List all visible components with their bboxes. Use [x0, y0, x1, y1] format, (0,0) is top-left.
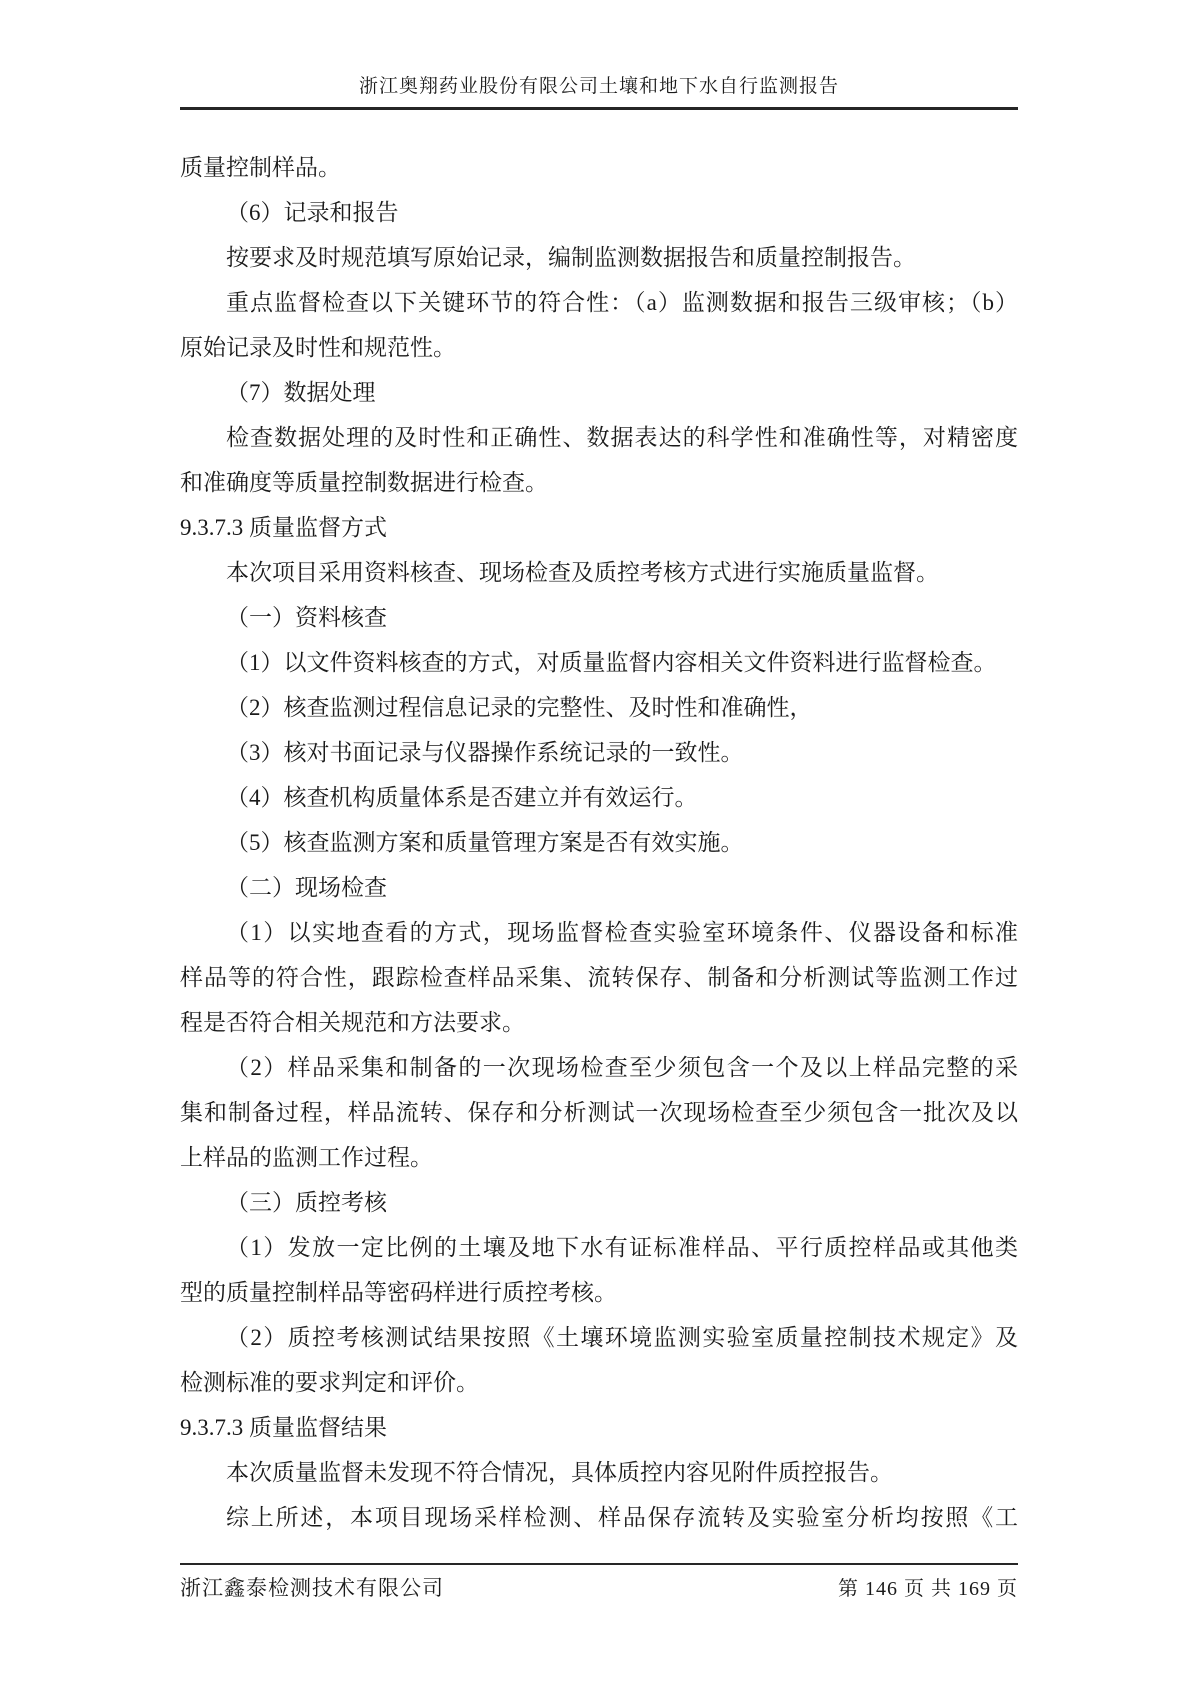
text-line: 上样品的监测工作过程。: [180, 1145, 433, 1170]
page-footer: [180, 1563, 1018, 1602]
footer-company-name: 浙江鑫泰检测技术有限公司: [180, 1576, 444, 1600]
text-line: 综上所述，本项目现场采样检测、样品保存流转及实验室分析均按照《工: [226, 1505, 1018, 1530]
text-line: （2）质控考核测试结果按照《土壤环境监测实验室质量控制技术规定》及: [226, 1325, 1018, 1350]
text-line: 和准确度等质量控制数据进行检查。: [180, 470, 548, 495]
text-line: （2）核查监测过程信息记录的完整性、及时性和准确性，: [226, 695, 813, 720]
text-line: （4）核查机构质量体系是否建立并有效运行。: [226, 785, 698, 810]
text-line: （2）样品采集和制备的一次现场检查至少须包含一个及以上样品完整的采: [226, 1055, 1018, 1080]
text-line: （5）核查监测方案和质量管理方案是否有效实施。: [226, 830, 744, 855]
text-line: （1）以实地查看的方式，现场监督检查实验室环境条件、仪器设备和标准: [226, 920, 1018, 945]
text-line: 检查数据处理的及时性和正确性、数据表达的科学性和准确性等，对精密度: [226, 425, 1018, 450]
text-line: 型的质量控制样品等密码样进行质控考核。: [180, 1280, 617, 1305]
text-line: 集和制备过程，样品流转、保存和分析测试一次现场检查至少须包含一批次及以: [180, 1100, 1018, 1125]
text-line: （6）记录和报告: [226, 200, 399, 225]
text-line: 9.3.7.3 质量监督方式: [180, 515, 387, 540]
text-line: 本次项目采用资料核查、现场检查及质控考核方式进行实施质量监督。: [226, 560, 939, 585]
text-line: 程是否符合相关规范和方法要求。: [180, 1010, 525, 1035]
text-line: （1）发放一定比例的土壤及地下水有证标准样品、平行质控样品或其他类: [226, 1235, 1018, 1260]
text-line: （7）数据处理: [226, 380, 376, 405]
text-line: 原始记录及时性和规范性。: [180, 335, 456, 360]
document-body: [180, 145, 1018, 1540]
text-line: 质量控制样品。: [180, 155, 341, 180]
text-line: 重点监督检查以下关键环节的符合性：（a）监测数据和报告三级审核；（b）: [226, 290, 1018, 315]
text-line: 样品等的符合性，跟踪检查样品采集、流转保存、制备和分析测试等监测工作过: [180, 965, 1018, 990]
text-line: 检测标准的要求判定和评价。: [180, 1370, 479, 1395]
text-line: （1）以文件资料核查的方式，对质量监督内容相关文件资料进行监督检查。: [226, 650, 997, 675]
text-line: （3）核对书面记录与仪器操作系统记录的一致性。: [226, 740, 744, 765]
text-line: （三）质控考核: [226, 1190, 387, 1215]
text-line: 本次质量监督未发现不符合情况，具体质控内容见附件质控报告。: [226, 1460, 893, 1485]
footer-page-number: 第 146 页 共 169 页: [838, 1578, 1018, 1600]
text-line: （二）现场检查: [226, 875, 387, 900]
text-line: 按要求及时规范填写原始记录，编制监测数据报告和质量控制报告。: [226, 245, 916, 270]
text-line: 9.3.7.3 质量监督结果: [180, 1415, 387, 1440]
page-header-title: 浙江奥翔药业股份有限公司土壤和地下水自行监测报告: [180, 74, 1018, 110]
text-line: （一）资料核查: [226, 605, 387, 630]
